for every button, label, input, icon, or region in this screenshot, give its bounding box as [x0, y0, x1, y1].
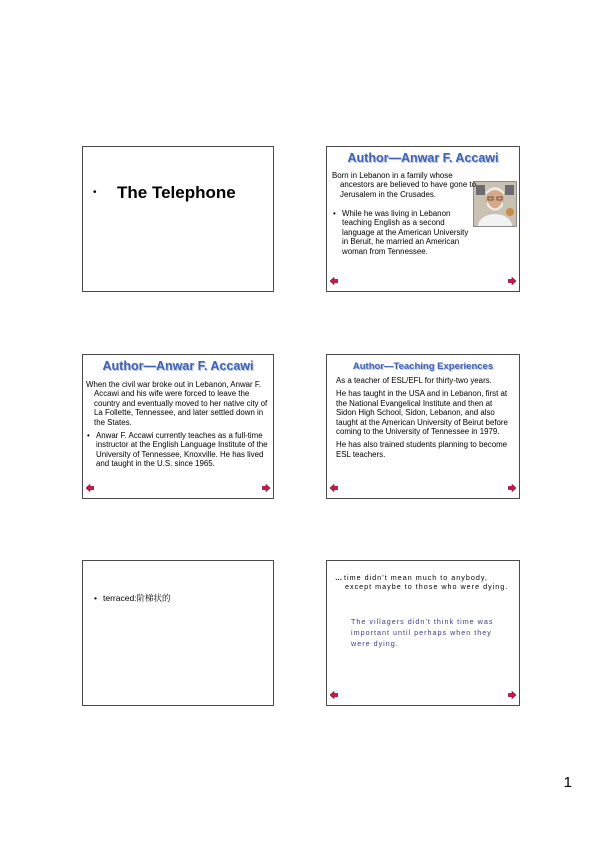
- slide-5-bullet-text: terraced:阶梯状的: [103, 593, 171, 603]
- slide-5-thumbnail[interactable]: [82, 560, 274, 706]
- slide-1-bullet: •: [93, 187, 97, 198]
- slide-6-thumbnail[interactable]: [326, 560, 520, 706]
- arrow-left-icon[interactable]: [330, 484, 338, 492]
- slide-4-title: Author—Teaching Experiences: [352, 361, 494, 372]
- slide-3-bullet-text: Anwar F. Accawi currently teaches as a full-time instructor at the English Language Institute of the University of Tennessee, Knoxville. He has lived and taught in the U.S. since 1965.: [96, 431, 268, 469]
- slide-2-bullet-item: • While he was living in Lebanon teaching English as a second language at the American University in Beruit, he married an American woman from Tennessee.: [333, 209, 469, 256]
- slide-2-title: Author—Anwar F. Accawi: [347, 151, 499, 165]
- slide-5-bullet-item: • terraced:阶梯状的: [94, 593, 171, 603]
- slide-4-thumbnail[interactable]: [326, 354, 520, 499]
- slide-4-paragraph-1: As a teacher of ESL/EFL for thirty-two years.: [336, 376, 492, 385]
- slide-2-thumbnail[interactable]: [326, 146, 520, 292]
- arrow-right-icon[interactable]: [262, 484, 270, 492]
- slide-6-quote-2: The villagers didn’t think time was important until perhaps when they were dying.: [351, 617, 494, 648]
- slide-2-bullet-text: While he was living in Lebanon teaching English as a second language at the American University in Beruit, he married an American woman from Tennessee.: [342, 209, 469, 256]
- slide-4-paragraph-2: He has taught in the USA and in Lebanon, first at the National Evangelical Institute and then at Sidon High School, Sidon, Lebanon, and also taught at the American University of Beirut before coming to the University of Tennessee in 1979.: [336, 389, 508, 437]
- slide-3-bullet-item: • Anwar F. Accawi currently teaches as a full-time instructor at the English Language Institute of the University of Tennessee, Knoxville. He has lived and taught in the U.S. since 1965.: [87, 431, 268, 469]
- slide-3-paragraph: When the civil war broke out in Lebanon, Anwar F. Accawi and his wife were forced to leave the country and eventually moved to her native city of La Follette, Tennessee, and later settled down in the States.: [86, 380, 268, 427]
- slide-1-thumbnail[interactable]: [82, 146, 274, 292]
- author-photo: [473, 181, 517, 227]
- arrow-right-icon[interactable]: [508, 277, 516, 285]
- slide-3-title: Author—Anwar F. Accawi: [102, 359, 254, 373]
- slide-6-ellipsis: …: [335, 573, 343, 582]
- slide-6-quote-1: time didn’t mean much to anybody, except maybe to those who were dying.: [344, 573, 509, 592]
- arrow-left-icon[interactable]: [330, 691, 338, 699]
- slide-3-thumbnail[interactable]: [82, 354, 274, 499]
- page-number: 1: [563, 774, 572, 791]
- arrow-right-icon[interactable]: [508, 691, 516, 699]
- arrow-left-icon[interactable]: [86, 484, 94, 492]
- arrow-right-icon[interactable]: [508, 484, 516, 492]
- slide-1-title: The Telephone: [117, 183, 236, 202]
- arrow-left-icon[interactable]: [330, 277, 338, 285]
- slide-2-paragraph: Born in Lebanon in a family whose ancestors are believed to have gone to Jerusalem in the Crusades.: [332, 171, 476, 199]
- slide-4-paragraph-3: He has also trained students planning to become ESL teachers.: [336, 440, 508, 459]
